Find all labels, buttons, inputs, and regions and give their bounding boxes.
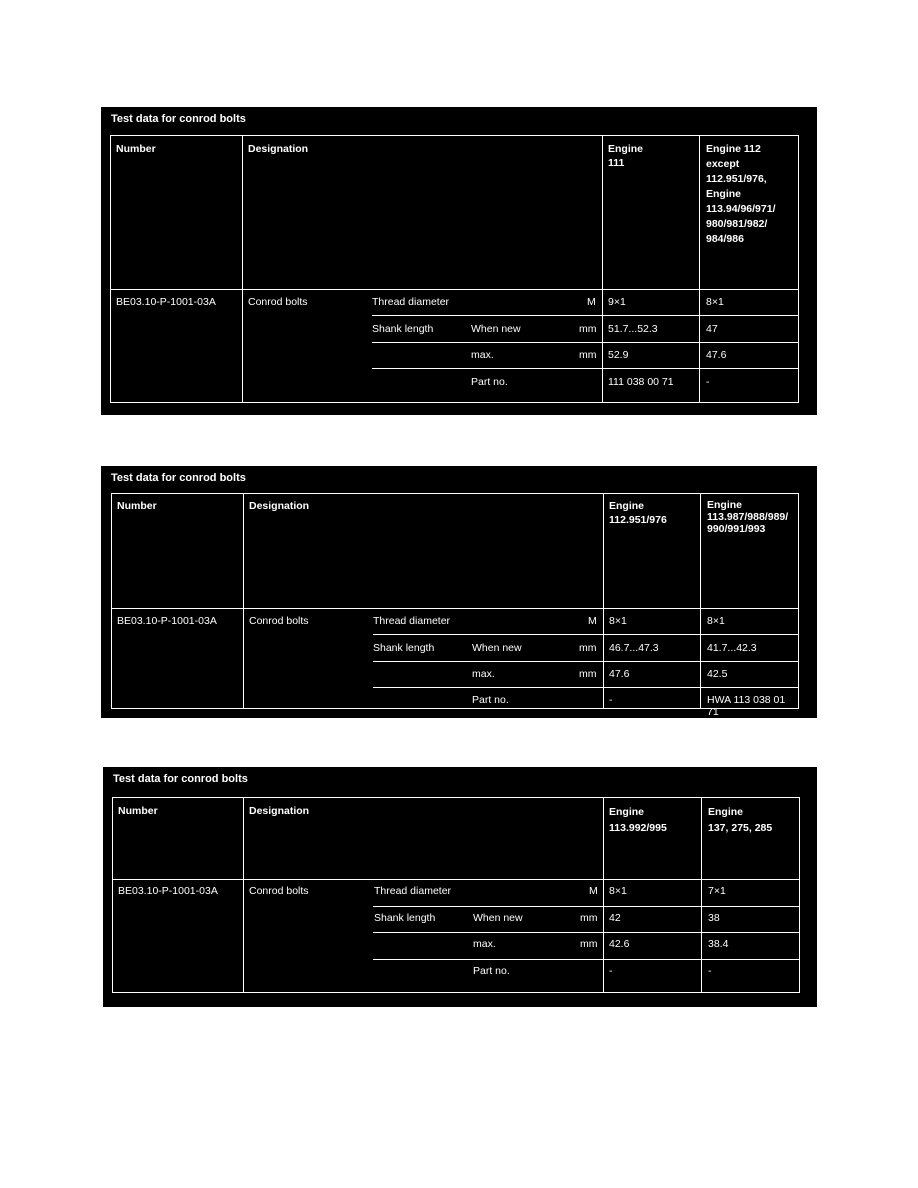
value-a-part-no: 111 038 00 71 [608,376,674,388]
cell-number: BE03.10-P-1001-03A [116,296,216,308]
panel-title: Test data for conrod bolts [111,113,246,125]
value-b-thread: 8×1 [707,615,725,627]
value-a-when-new: 42 [609,912,621,924]
value-b-part-no: - [708,965,712,977]
unit-thread: M [587,296,596,308]
header-engine-b: Engine 137, 275, 285 [708,806,773,834]
label-part-no: Part no. [471,376,508,388]
value-b-part-no: - [706,376,710,388]
data-table [111,493,799,718]
unit-max: mm [579,668,597,680]
unit-thread: M [588,615,597,627]
unit-when-new: mm [579,642,597,654]
cell-designation: Conrod bolts [248,296,308,308]
test-data-panel-3 [103,767,817,1007]
label-max: max. [473,938,496,950]
header-engine-a: Engine 111 [608,143,644,169]
value-a-when-new: 46.7...47.3 [609,642,659,654]
label-shank-length: Shank length [374,912,436,924]
panel-title: Test data for conrod bolts [113,773,248,785]
value-a-max: 42.6 [609,938,630,950]
data-table [112,797,800,993]
value-a-thread: 9×1 [608,296,626,308]
unit-thread: M [589,885,598,897]
header-number: Number [116,143,156,155]
value-b-when-new: 38 [708,912,720,924]
label-part-no: Part no. [472,694,509,706]
value-b-max: 42.5 [707,668,728,680]
label-when-new: When new [472,642,522,654]
value-a-part-no: - [609,694,613,706]
unit-max: mm [580,938,598,950]
header-engine-a: Engine 112.951/976 [609,500,667,526]
header-designation: Designation [249,500,310,512]
value-b-max: 47.6 [706,349,727,361]
value-b-thread: 7×1 [708,885,726,897]
cell-number: BE03.10-P-1001-03A [117,615,217,627]
value-a-when-new: 51.7...52.3 [608,323,658,335]
label-shank-length: Shank length [372,323,434,335]
header-designation: Designation [249,805,310,817]
cell-number: BE03.10-P-1001-03A [118,885,218,897]
unit-when-new: mm [580,912,598,924]
label-shank-length: Shank length [373,642,435,654]
label-when-new: When new [473,912,523,924]
label-thread-diameter: Thread diameter [373,615,451,627]
unit-max: mm [579,349,597,361]
value-a-max: 47.6 [609,668,630,680]
cell-designation: Conrod bolts [249,885,309,897]
value-a-max: 52.9 [608,349,629,361]
value-b-part-no: HWA 113 038 01 71 [707,694,786,718]
data-table [110,135,799,403]
label-thread-diameter: Thread diameter [374,885,452,897]
test-data-panel-2 [101,466,817,718]
panel-title: Test data for conrod bolts [111,472,246,484]
header-engine-b: Engine 112 except 112.951/976, Engine 113.94/96/971/ 980/981/982/ 984/986 [706,143,776,245]
value-b-when-new: 41.7...42.3 [707,642,757,654]
header-engine-b: Engine 113.987/988/989/ 990/991/993 [707,499,789,535]
header-number: Number [118,805,158,817]
label-max: max. [471,349,494,361]
value-b-thread: 8×1 [706,296,724,308]
unit-when-new: mm [579,323,597,335]
value-a-thread: 8×1 [609,885,627,897]
label-when-new: When new [471,323,521,335]
cell-designation: Conrod bolts [249,615,309,627]
value-b-max: 38.4 [708,938,729,950]
test-data-panel-1 [101,107,817,415]
label-part-no: Part no. [473,965,510,977]
header-number: Number [117,500,157,512]
label-thread-diameter: Thread diameter [372,296,450,308]
header-designation: Designation [248,143,309,155]
value-a-thread: 8×1 [609,615,627,627]
value-b-when-new: 47 [706,323,718,335]
label-max: max. [472,668,495,680]
header-engine-a: Engine 113.992/995 [609,806,667,834]
value-a-part-no: - [609,965,613,977]
